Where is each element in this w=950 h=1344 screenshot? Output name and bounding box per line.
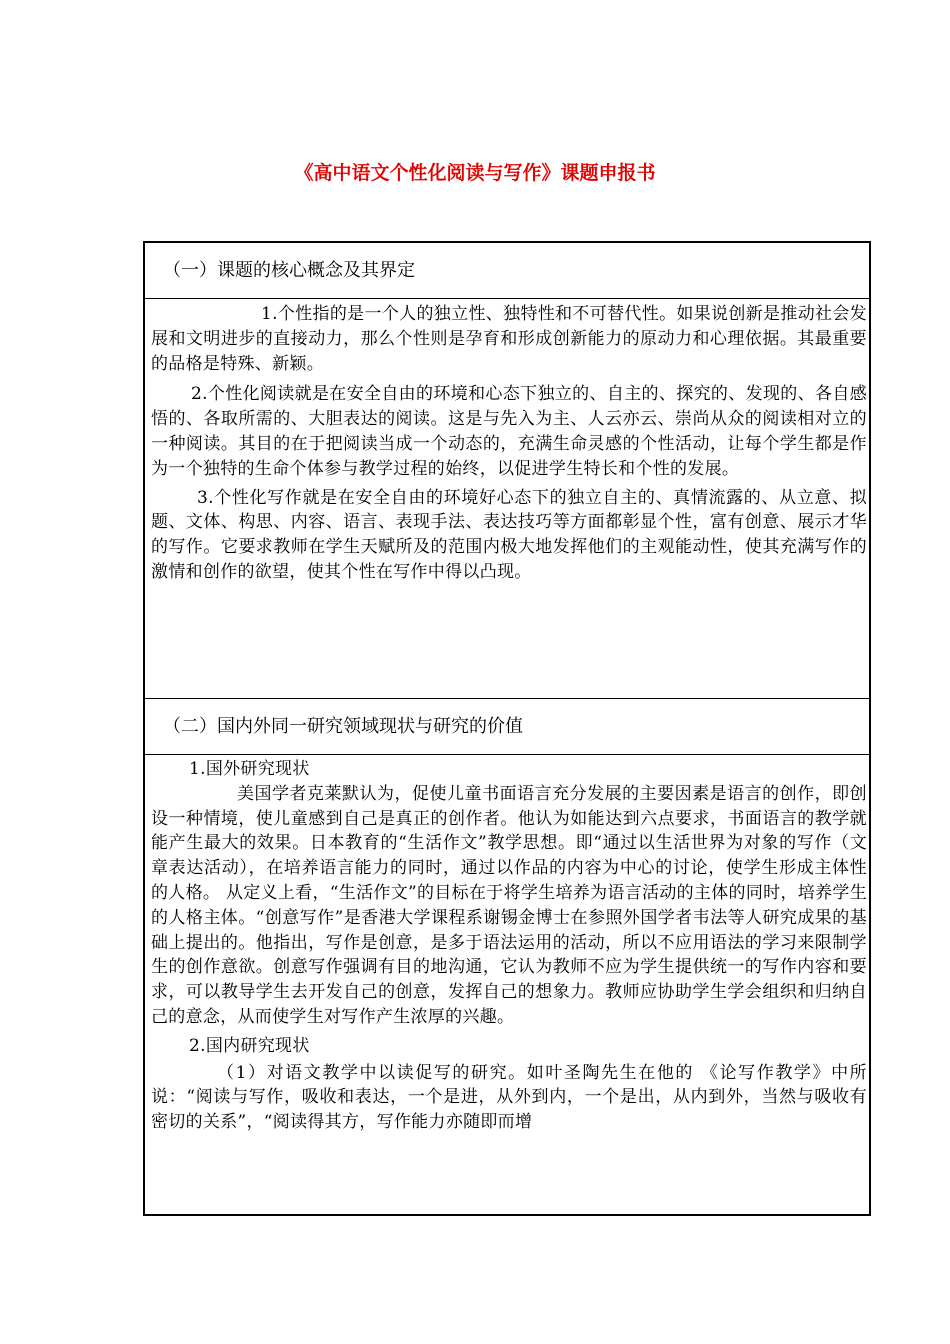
application-form-table [143,241,871,1216]
definition-paragraph-2: 2.个性化阅读就是在安全自由的环境和心态下独立的、自主的、探究的、发现的、各自感悟的、各取所需的、大胆表达的阅读。这是与先入为主、人云亦云、崇尚从众的阅读相对立的一种阅读。其目的在于把阅读当成一个动态的，充满生命灵感的个性活动，让每个学生都是作为一个独特的生命个体参与教学过程的始终，以促进学生特长和个性的发展。 [151,384,867,479]
section-1-body [145,299,869,699]
definition-paragraph-1: 1.个性指的是一个人的独立性、独特性和不可替代性。如果说创新是推动社会发展和文明进步的直接动力，那么个性则是孕育和形成创新能力的原动力和心理依据。其最重要的品格是特殊、新颖。 [151,304,867,374]
foreign-research-paragraph: 美国学者克莱默认为，促使儿童书面语言充分发展的主要因素是语言的创作，即创设一种情境，使儿童感到自己是真正的创作者。他认为如能达到六点要求，书面语言的教学就能产生最大的效果。日本教育的“生活作文”教学思想。即“通过以生活世界为对象的写作（文章表达活动），在培养语言能力的同时，通过以作品的内容为中心的讨论，使学生形成主体性的人格。 从定义上看，“生活作文”的目标在于将学生培养为语言活动的主体的同时，培养学生的人格主体。“创意写作”是香港大学课程系谢锡金博士在参照外国学者韦法等人研究成果的基础上提出的。他指出，写作是创意，是多于语法运用的活动，所以不应用语法的学习来限制学生的创作意欲。创意写作强调有目的地沟通，它认为教师不应为学生提供统一的写作内容和要求，可以教导学生去开发自己的创意，发挥自己的想象力。教师应协助学生学会组织和归纳自己的意念，从而使学生对写作产生浓厚的兴趣。 [151,783,867,1027]
section-2-heading: （二）国内外同一研究领域现状与研究的价值 [145,699,869,755]
section-2-body [145,755,869,1214]
domestic-research-title: 2.国内研究现状 [189,1035,310,1056]
domestic-research-paragraph: （1）对语文教学中以读促写的研究。如叶圣陶先生在他的 《论写作教学》中所说：“阅读与写作，吸收和表达，一个是进，从外到内，一个是出，从内到外，当然与吸收有密切的关系”，“阅读得其方，写作能力亦随即而增 [151,1062,867,1133]
section-1-heading: （一）课题的核心概念及其界定 [145,243,869,299]
document-title: 《高中语文个性化阅读与写作》课题申报书 [294,162,656,184]
definition-paragraph-3: 3.个性化写作就是在安全自由的环境好心态下的独立自主的、真情流露的、从立意、拟题、文体、构思、内容、语言、表现手法、表达技巧等方面都彰显个性，富有创意、展示才华的写作。它要求教师在学生天赋所及的范围内极大地发挥他们的主观能动性，使其充满写作的激情和创作的欲望，使其个性在写作中得以凸现。 [151,487,867,582]
foreign-research-title: 1.国外研究现状 [189,759,310,779]
